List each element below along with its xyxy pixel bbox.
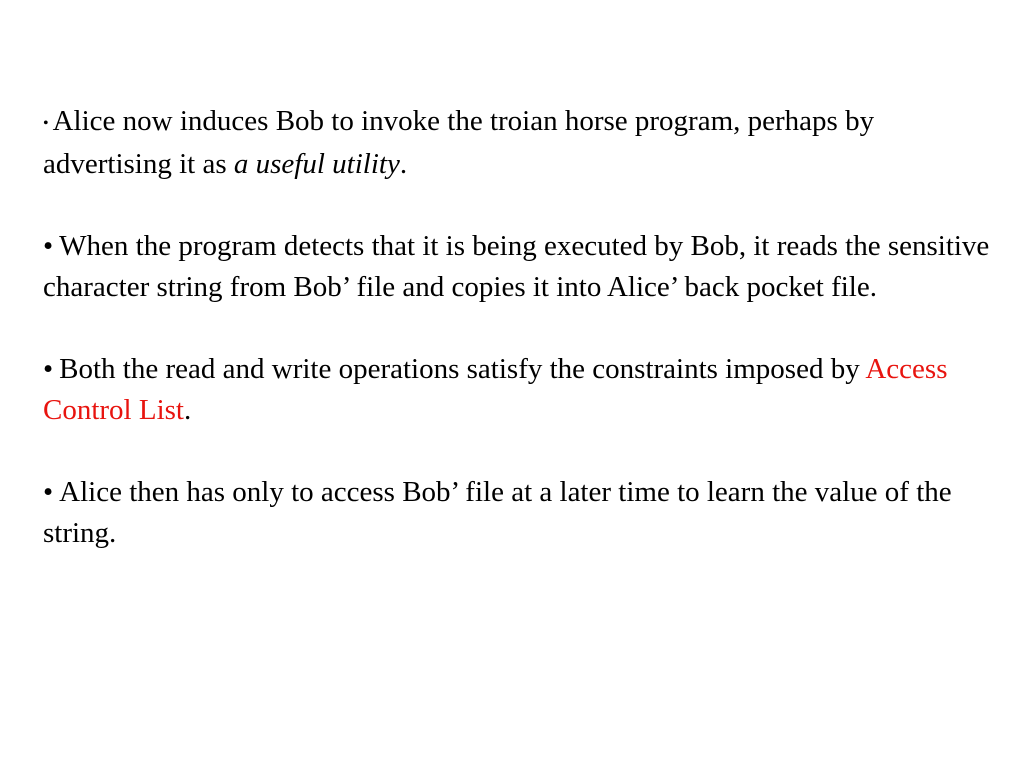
paragraph-2-text: When the program detects that it is being executed by Bob, it reads the sensitive character string from Bob’ file and copies it into Alice’ back pocket file. (43, 230, 990, 303)
paragraph-4-text: Alice then has only to access Bob’ file at a later time to learn the value of the string. (43, 476, 952, 549)
paragraph-1-end: . (399, 148, 408, 180)
bullet-paragraph-4 (43, 472, 1003, 554)
access-control-list-highlight: Access Control List (43, 353, 948, 426)
bullet-paragraph-3 (43, 349, 1003, 431)
paragraph-1-text: Alice now induces Bob to invoke the troian horse program, perhaps by advertising it as (43, 105, 875, 180)
slide-body (43, 101, 1003, 595)
bullet-icon: • (43, 353, 54, 385)
bullet-paragraph-2 (43, 226, 1003, 308)
bullet-paragraph-1 (43, 101, 1003, 185)
bullet-icon: • (43, 476, 54, 508)
bullet-icon: • (43, 115, 49, 132)
paragraph-3-end: . (183, 394, 192, 426)
paragraph-3-text: Both the read and write operations satisfy the constraints imposed by (59, 353, 866, 385)
bullet-icon: • (43, 230, 54, 262)
paragraph-1-emphasis: a useful utility (233, 148, 400, 180)
